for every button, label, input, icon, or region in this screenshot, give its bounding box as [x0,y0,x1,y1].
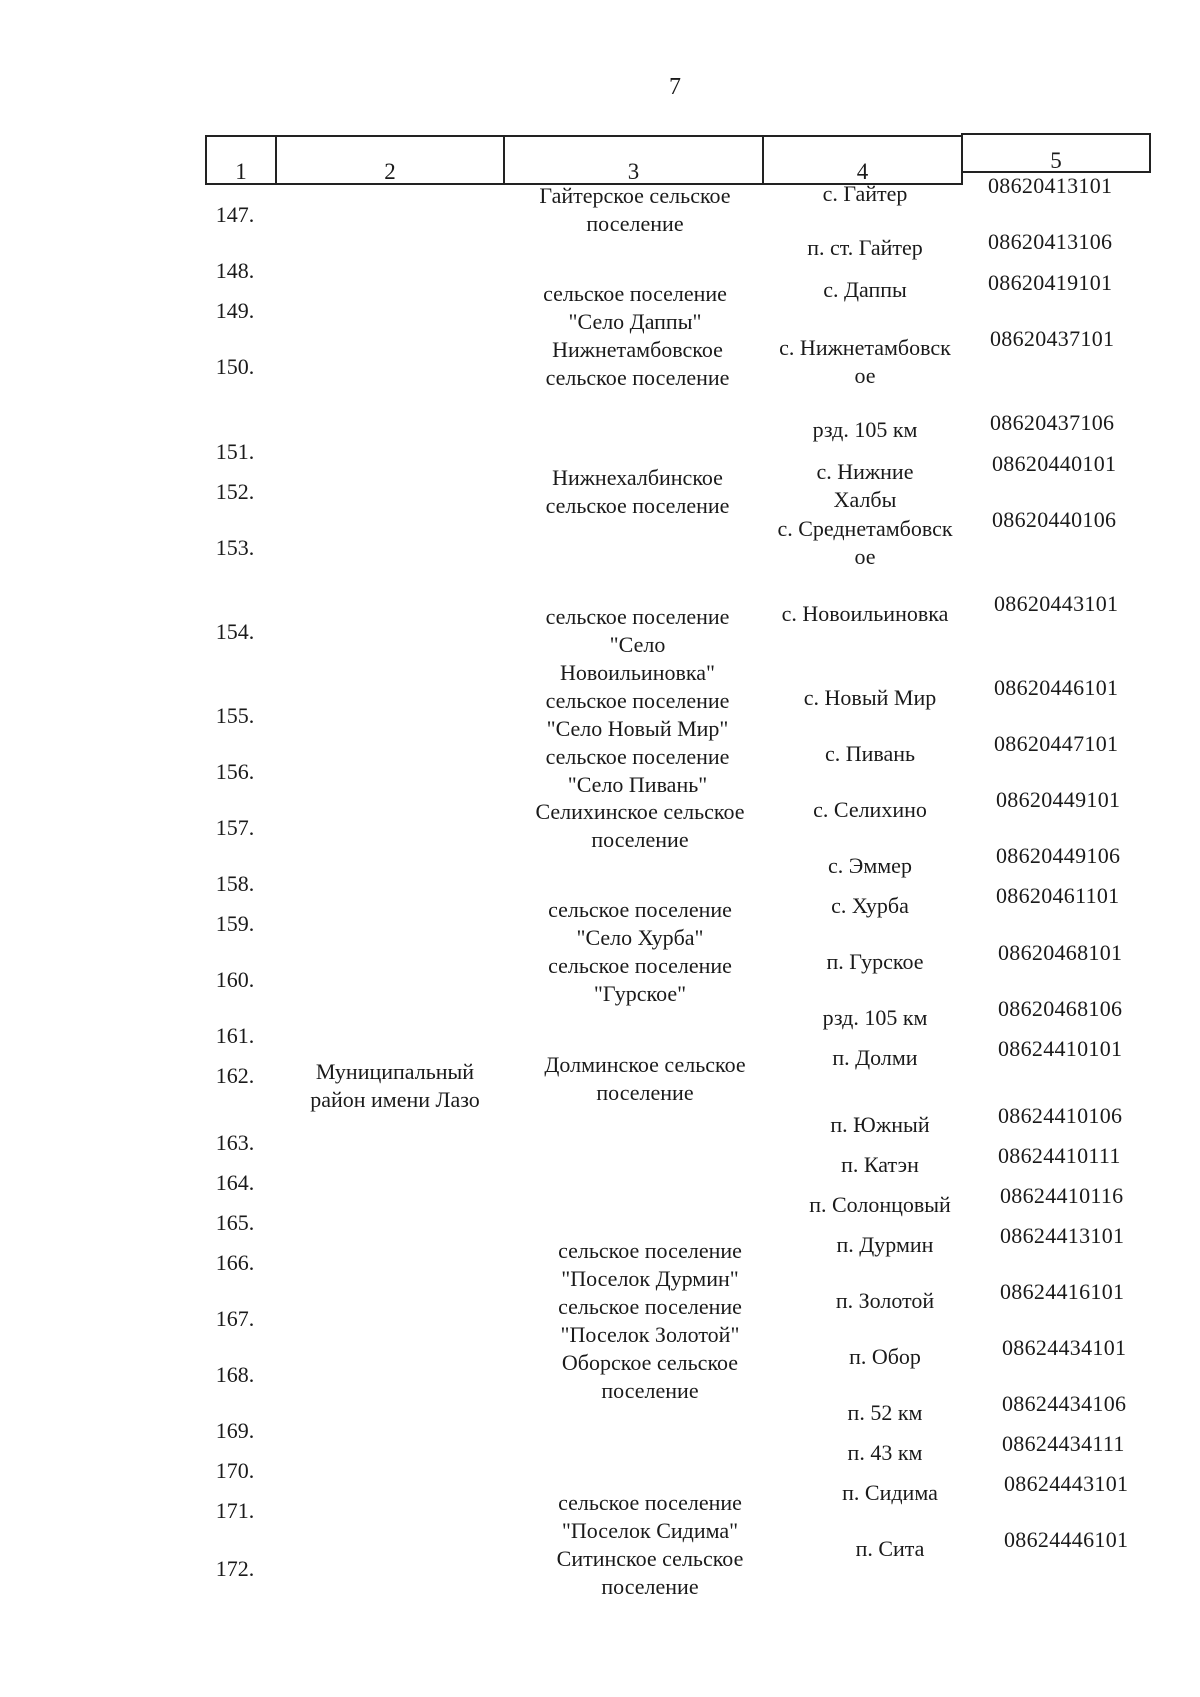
row-number: 161. [215,1023,255,1048]
locality: п. Обор [849,1344,921,1369]
locality: с. Хурба [831,893,909,918]
settlement-name: сельское поселение "Село Пивань" [545,744,730,797]
code: 08624410106 [998,1103,1123,1128]
row-number: 171. [215,1498,255,1523]
row-number: 157. [215,815,255,840]
locality: п. Южный [830,1112,930,1137]
settlement-name: сельское поселение "Поселок Дурмин" [558,1238,742,1291]
code: 08620413106 [988,229,1113,254]
code: 08624434111 [1002,1431,1125,1456]
row-number: 163. [215,1130,255,1155]
locality: с. Пивань [824,741,916,766]
settlement-name: сельское поселение "Село Новый Мир" [545,688,730,741]
locality: п. ст. Гайтер [807,235,923,260]
code: 08624410101 [998,1036,1123,1061]
header-col-4: 4 [762,135,963,185]
locality: с. Новый Мир [803,685,937,710]
row-number: 156. [215,759,255,784]
row-number: 168. [215,1362,255,1387]
locality: рзд. 105 км [822,1005,928,1030]
row-number: 172. [215,1556,255,1581]
header-col-5: 5 [961,133,1151,173]
locality: с. Нижнетамбовское [779,335,951,388]
row-number: 169. [215,1418,255,1443]
settlement-name: сельское поселение "Село Даппы" [543,281,727,334]
page-number: 7 [669,74,681,100]
row-number: 167. [215,1306,255,1331]
settlement-name: сельское поселение "Село Хурба" [548,897,732,950]
header-col-2: 2 [275,135,505,185]
row-number: 159. [215,911,255,936]
code: 08620440101 [992,451,1117,476]
settlement-name: сельское поселение "Село Новоильиновка" [545,604,730,685]
code: 08624434101 [1002,1335,1127,1360]
settlement-name: Нижнехалбинское сельское поселение [545,465,730,518]
settlement-name: Гайтерское сельское поселение [539,183,731,236]
code: 08624410116 [1000,1183,1124,1208]
locality: п. Солонцовый [809,1192,951,1217]
code: 08620413101 [988,173,1113,198]
settlement-name: Нижнетамбовское сельское поселение [545,337,730,390]
code: 08624416101 [1000,1279,1125,1304]
locality: с. Даппы [823,277,907,302]
locality: п. Дурмин [836,1232,934,1257]
district-name: Муниципальный район имени Лазо [310,1059,480,1112]
code: 08620449106 [996,843,1121,868]
settlement-name: Долминское сельское поселение [544,1052,746,1105]
row-number: 162. [215,1063,255,1088]
code: 08624443101 [1004,1471,1129,1496]
row-number: 166. [215,1250,255,1275]
row-number: 149. [215,298,255,323]
code: 08624446101 [1004,1527,1129,1552]
header-col-1: 1 [205,135,277,185]
settlement-name: сельское поселение "Поселок Сидима" [558,1490,742,1543]
settlement-name: сельское поселение "Гурское" [548,953,732,1006]
header-col-3: 3 [503,135,764,185]
row-number: 164. [215,1170,255,1195]
locality: с. Эммер [828,853,912,878]
code: 08620468101 [998,940,1123,965]
code: 08620468106 [998,996,1123,1021]
code: 08620437101 [990,326,1115,351]
locality: с. Новоильиновка [781,601,949,626]
row-number: 147. [215,202,255,227]
locality: п. 43 км [847,1440,923,1465]
row-number: 160. [215,967,255,992]
row-number: 165. [215,1210,255,1235]
locality: с. Среднетамбовское [777,516,953,569]
row-number: 155. [215,703,255,728]
locality: с. Селихино [813,797,927,822]
row-number: 150. [215,354,255,379]
locality: п. Гурское [826,949,924,974]
row-number: 148. [215,258,255,283]
code: 08620446101 [994,675,1119,700]
code: 08620447101 [994,731,1119,756]
code: 08624410111 [998,1143,1121,1168]
locality: п. Сидима [842,1480,938,1505]
code: 08620461101 [996,883,1120,908]
locality: рзд. 105 км [812,417,918,442]
locality: п. Катэн [841,1152,919,1177]
locality: с. Гайтер [822,181,908,206]
code: 08624413101 [1000,1223,1125,1248]
locality: п. Золотой [835,1288,935,1313]
row-number: 158. [215,871,255,896]
row-number: 151. [215,439,255,464]
locality: п. 52 км [847,1400,923,1425]
locality: п. Сита [855,1536,925,1561]
settlement-name: Ситинское сельское поселение [556,1546,744,1599]
row-number: 154. [215,619,255,644]
code: 08620449101 [996,787,1121,812]
code: 08620437106 [990,410,1115,435]
locality: с. Нижние Халбы [816,459,914,512]
code: 08620440106 [992,507,1117,532]
row-number: 170. [215,1458,255,1483]
row-number: 153. [215,535,255,560]
settlement-name: Оборское сельское поселение [561,1350,739,1403]
code: 08620443101 [994,591,1119,616]
code: 08624434106 [1002,1391,1127,1416]
row-number: 152. [215,479,255,504]
locality: п. Долми [832,1045,918,1070]
settlement-name: Селихинское сельское поселение [535,799,745,852]
code: 08620419101 [988,270,1113,295]
settlement-name: сельское поселение "Поселок Золотой" [558,1294,742,1347]
